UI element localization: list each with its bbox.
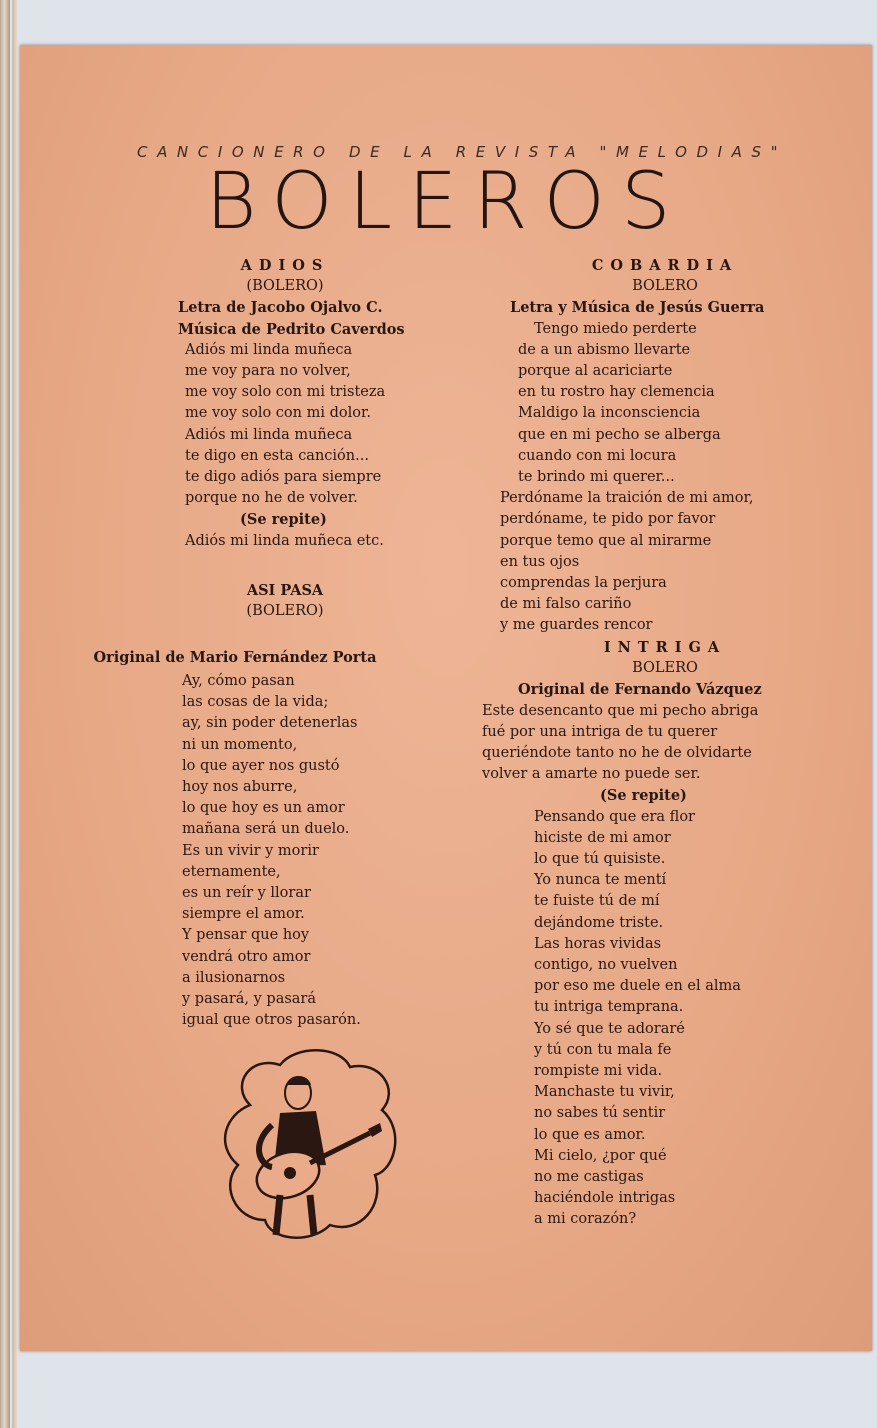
lyric-line: a ilusionarnos: [182, 969, 286, 986]
lyric-line: Yo sé que te adoraré: [534, 1020, 685, 1037]
lyric-line: lo que es amor.: [534, 1126, 646, 1143]
song-genre: BOLERO: [632, 660, 698, 677]
lyric-line: ay, sin poder detenerlas: [182, 715, 358, 732]
lyric-line: porque al acariciarte: [518, 363, 673, 380]
lyric-line: lo que hoy es un amor: [182, 800, 345, 817]
lyric-line: me voy para no volver,: [185, 363, 351, 380]
lyric-line: te digo en esta canción...: [185, 447, 369, 464]
lyric-line: a mi corazón?: [534, 1211, 637, 1228]
repeat-marker: (Se repite): [240, 511, 327, 529]
lyric-line: Este desencanto que mi pecho abriga: [482, 702, 759, 719]
lyric-line: y me guardes rencor: [500, 617, 653, 634]
lyric-line: te fuiste tú de mí: [534, 893, 660, 910]
page-header: CANCIONERO DE LA REVISTA "MELODIAS": [137, 143, 788, 161]
song-title: ASI PASA: [246, 582, 324, 599]
page-title: BOLEROS: [205, 157, 687, 247]
lyric-line: las cosas de la vida;: [182, 694, 329, 711]
song-credit: Letra y Música de Jesús Guerra: [510, 299, 765, 317]
lyric-line: lo que ayer nos gustó: [182, 757, 340, 774]
lyric-line: Y pensar que hoy: [182, 927, 310, 944]
lyric-line: dejándome triste.: [534, 914, 664, 931]
song-title: COBARDIA: [591, 257, 739, 274]
lyric-line: Yo nunca te mentí: [534, 872, 667, 889]
lyric-line: volver a amarte no puede ser.: [482, 766, 701, 783]
song-lyrics: [518, 319, 860, 489]
song-credit: Original de Fernando Vázquez: [518, 681, 762, 699]
lyric-line: en tus ojos: [500, 553, 580, 570]
songbook-page: [20, 45, 872, 1351]
song-lyrics: [182, 671, 482, 1031]
song-title: ADIOS: [240, 257, 330, 274]
lyric-line: Tengo miedo perderte: [534, 320, 697, 337]
lyric-line: rompiste mi vida.: [534, 1063, 663, 1080]
lyric-line: de a un abismo llevarte: [518, 341, 691, 358]
lyric-line: Es un vivir y morir: [182, 842, 319, 859]
song-intriga: [482, 637, 862, 1231]
lyric-line: fué por una intriga de tu querer: [482, 723, 718, 740]
song-lyrics: [482, 701, 862, 786]
lyric-line: eternamente,: [182, 863, 281, 880]
lyric-line: Pensando que era flor: [534, 808, 695, 825]
lyric-line: tu intriga temprana.: [534, 999, 684, 1016]
lyric-line: hiciste de mi amor: [534, 829, 671, 846]
song-credit: Original de Mario Fernández Porta: [93, 649, 377, 666]
page-binding-edge: [0, 0, 10, 1428]
lyric-line: me voy solo con mi dolor.: [185, 405, 371, 422]
lyric-line: por eso me duele en el alma: [534, 978, 741, 995]
lyric-line: de mi falso cariño: [500, 596, 632, 613]
lyric-line: igual que otros pasarón.: [182, 1012, 361, 1029]
song-cobardia: [490, 255, 860, 637]
repeat-marker: (Se repite): [600, 787, 687, 805]
lyric-line: Las horas vividas: [534, 935, 662, 952]
song-genre: (BOLERO): [246, 603, 324, 620]
lyric-line: hoy nos aburre,: [182, 779, 298, 796]
lyric-line: comprendas la perjura: [500, 575, 667, 592]
lyric-line: porque no he de volver.: [185, 490, 358, 507]
page-binding-shadow: [12, 0, 18, 1428]
lyric-line: te brindo mi querer...: [518, 469, 675, 486]
lyric-line: contigo, no vuelven: [534, 957, 678, 974]
lyric-line: Adiós mi linda muñeca etc.: [185, 532, 384, 549]
lyric-line: Maldigo la inconsciencia: [518, 405, 701, 422]
lyric-line: Manchaste tu vivir,: [534, 1084, 675, 1101]
song-lyrics: [534, 807, 862, 1231]
lyric-line: no sabes tú sentir: [534, 1105, 666, 1122]
song-genre: BOLERO: [632, 278, 698, 295]
lyric-line: es un reír y llorar: [182, 885, 311, 902]
lyric-line: no me castigas: [534, 1169, 644, 1186]
song-genre: (BOLERO): [246, 278, 324, 295]
guitar-player-illustration: [210, 1045, 410, 1245]
song-title: INTRIGA: [603, 639, 727, 656]
lyric-line: cuando con mi locura: [518, 447, 677, 464]
lyric-line: Perdóname la traición de mi amor,: [500, 490, 754, 507]
song-credit: Música de Pedrito Caverdos: [178, 320, 405, 338]
lyric-line: ni un momento,: [182, 736, 298, 753]
lyric-line: siempre el amor.: [182, 906, 305, 923]
song-asi-pasa-credit: [20, 647, 450, 668]
lyric-line: lo que tú quisiste.: [534, 851, 666, 868]
lyric-line: y tú con tu mala fe: [534, 1041, 672, 1058]
song-lyrics: [185, 340, 480, 510]
song-credit: Letra de Jacobo Ojalvo C.: [178, 299, 383, 317]
lyric-line: perdóname, te pido por favor: [500, 511, 716, 528]
lyric-line: mañana será un duelo.: [182, 821, 350, 838]
song-asi-pasa: [150, 580, 470, 622]
song-lyrics: [500, 488, 860, 636]
lyric-line: Adiós mi linda muñeca: [185, 426, 353, 443]
lyric-line: te digo adiós para siempre: [185, 469, 382, 486]
lyric-line: queriéndote tanto no he de olvidarte: [482, 745, 752, 762]
lyric-line: vendrá otro amor: [182, 948, 311, 965]
lyric-line: y pasará, y pasará: [182, 991, 316, 1008]
song-adios: [150, 255, 480, 552]
lyric-line: en tu rostro hay clemencia: [518, 384, 715, 401]
lyric-line: Adiós mi linda muñeca: [185, 341, 353, 358]
lyric-line: Ay, cómo pasan: [182, 673, 295, 689]
lyric-line: porque temo que al mirarme: [500, 532, 712, 549]
lyric-line: me voy solo con mi tristeza: [185, 384, 386, 401]
lyric-line: haciéndole intrigas: [534, 1190, 676, 1207]
lyric-line: Mi cielo, ¿por qué: [534, 1147, 667, 1164]
lyric-line: que en mi pecho se alberga: [518, 426, 721, 443]
